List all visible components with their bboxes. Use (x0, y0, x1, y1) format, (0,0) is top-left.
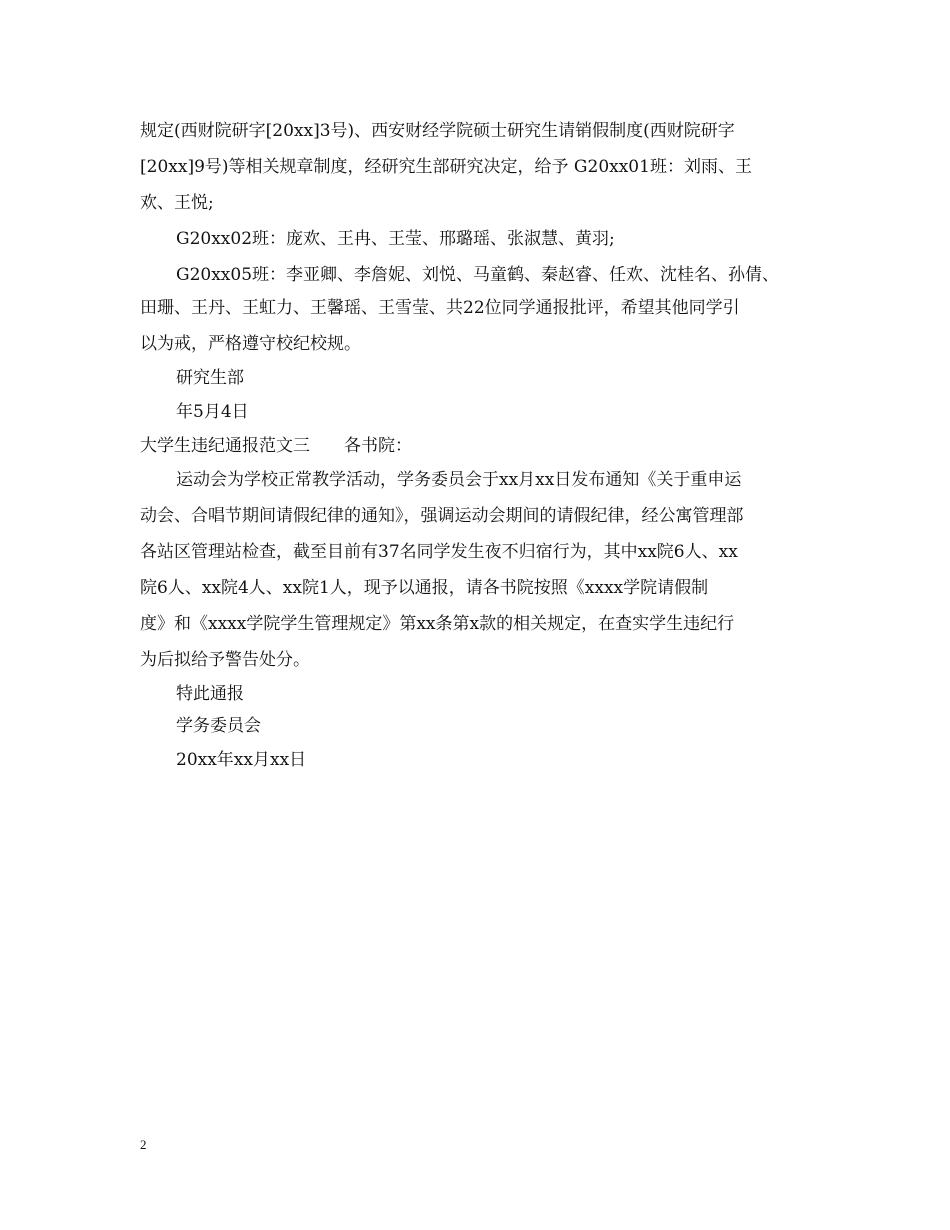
signature-department: 研究生部 (176, 368, 244, 388)
paragraph-4-line-3: 各站区管理站检查，截至目前有37名同学发生夜不归宿行为，其中xx院6人、xx (140, 542, 738, 562)
paragraph-3-line-3: 以为戒，严格遵守校纪校规。 (140, 334, 361, 354)
paragraph-3-line-2: 田珊、王丹、王虹力、王馨瑶、王雪莹、共22位同学通报批评，希望其他同学引 (140, 298, 740, 318)
paragraph-4-line-2: 动会、合唱节期间请假纪律的通知》，强调运动会期间的请假纪律，经公寓管理部 (140, 506, 744, 526)
paragraph-3-line-1: G20xx05班：李亚卿、李詹妮、刘悦、马童鹤、秦赵睿、任欢、沈桂名、孙倩、 (176, 265, 780, 285)
section-heading: 大学生违纪通报范文三 各书院： (140, 436, 412, 456)
paragraph-4-line-4: 院6人、xx院4人、xx院1人，现予以通报，请各书院按照《xxxx学院请假制 (140, 578, 709, 598)
paragraph-4-line-6: 为后拟给予警告处分。 (140, 650, 310, 670)
closing-committee: 学务委员会 (176, 716, 261, 736)
paragraph-4-line-1: 运动会为学校正常教学活动，学务委员会于xx月xx日发布通知《关于重申运 (176, 470, 742, 490)
closing-date: 20xx年xx月xx日 (176, 750, 307, 770)
paragraph-4-line-5: 度》和《xxxx学院学生管理规定》第xx条第x款的相关规定，在查实学生违纪行 (140, 614, 735, 634)
signature-date: 年5月4日 (176, 402, 249, 422)
closing-notice: 特此通报 (176, 684, 244, 704)
paragraph-1-line-3: 欢、王悦; (140, 193, 214, 213)
page-number: 2 (140, 1137, 147, 1152)
paragraph-1-line-2: [20xx]9号)等相关规章制度，经研究生部研究决定，给予 G20xx01班：刘雨、王 (140, 157, 752, 177)
paragraph-2-line-1: G20xx02班：庞欢、王冉、王莹、邢璐瑶、张淑慧、黄羽; (176, 229, 615, 249)
paragraph-1-line-1: 规定(西财院研字[20xx]3号)、西安财经学院硕士研究生请销假制度(西财院研字 (140, 121, 735, 141)
